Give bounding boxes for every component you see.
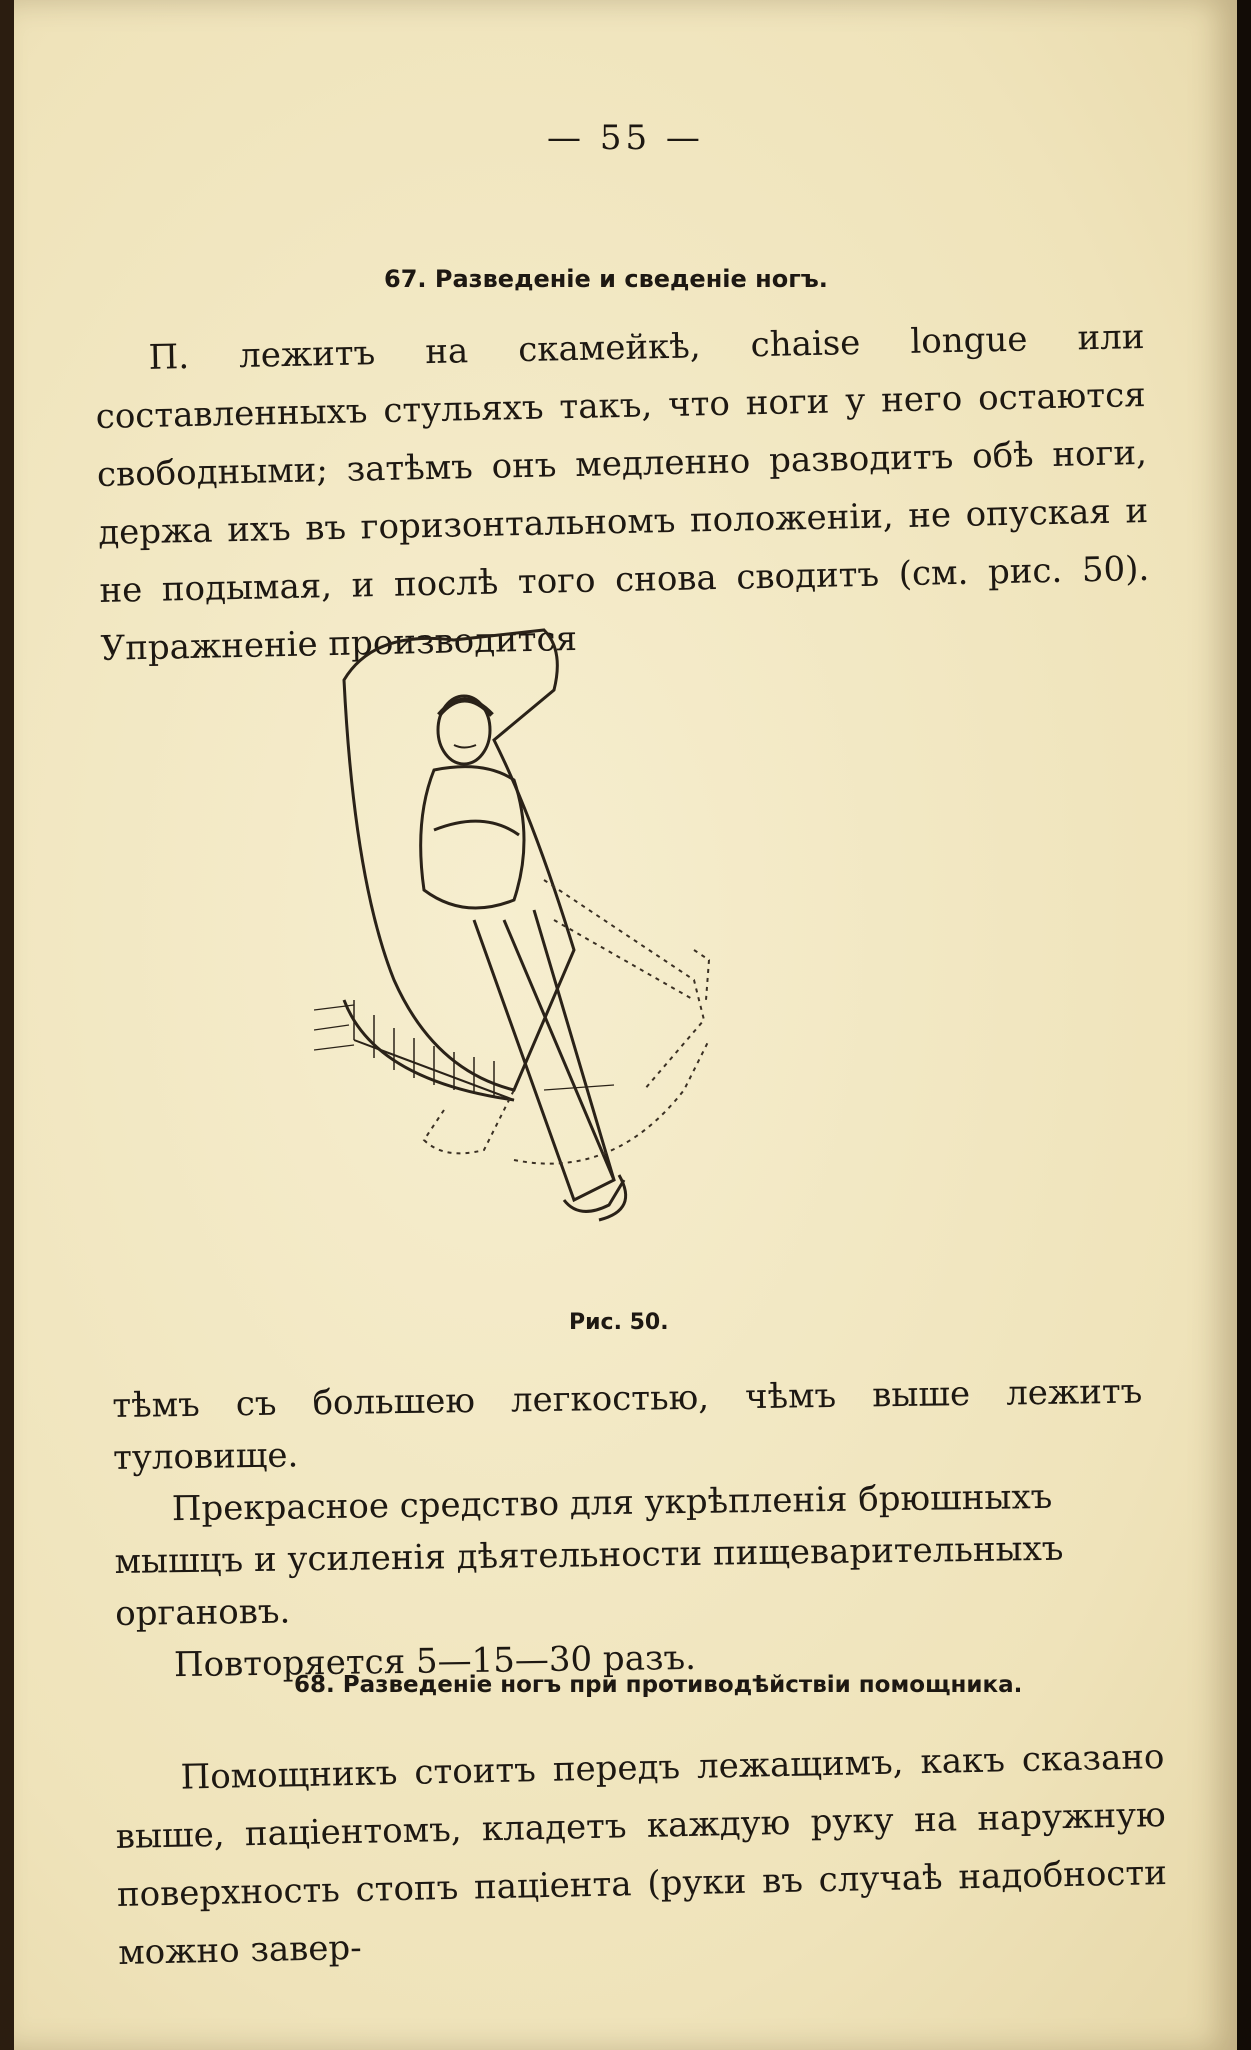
continuation-line-1: тѣмъ съ большею легкостью, чѣмъ выше лежитъ туловище. bbox=[112, 1371, 1143, 1478]
figure-caption: Рис. 50. bbox=[569, 1310, 669, 1335]
reclining-man-illustration bbox=[314, 620, 934, 1300]
book-edge-left bbox=[0, 0, 14, 2050]
book-edge-right bbox=[1237, 0, 1251, 2050]
continuation-line-2: Прекрасное средство для укрѣпленiя брюшныхъ мышцъ и усиленiя дѣятельности пищеварительныхъ органовъ. bbox=[114, 1476, 1064, 1634]
page-number: — 55 — bbox=[547, 118, 704, 158]
section-67-heading: 67. Разведенiе и сведенiе ногъ. bbox=[384, 265, 828, 293]
section-67-paragraph: П. лежитъ на скамейкѣ, chaise longue или составленныхъ стульяхъ такъ, что ноги у него остаются свободными; затѣмъ онъ медленно разводитъ обѣ ноги, держа ихъ въ горизонтальномъ положенiи, не опуская и не подымая, и послѣ того снова сводитъ (см. рис. 50). Упражненiе производится bbox=[95, 317, 1150, 669]
section-67-continuation bbox=[112, 1366, 1146, 1692]
section-68-heading: 68. Разведенiе ногъ при противодѣйствiи помощника. bbox=[294, 1672, 1023, 1698]
section-68-paragraph: Помощникъ стоитъ передъ лежащимъ, какъ сказано выше, пацiентомъ, кладетъ каждую руку на наружную поверхность стопъ пацiента (руки въ случаѣ надобности можно завер- bbox=[115, 1737, 1168, 1973]
book-page bbox=[14, 0, 1237, 2050]
continuation-line-3: Повторяется 5—15—30 разъ. bbox=[173, 1637, 697, 1686]
